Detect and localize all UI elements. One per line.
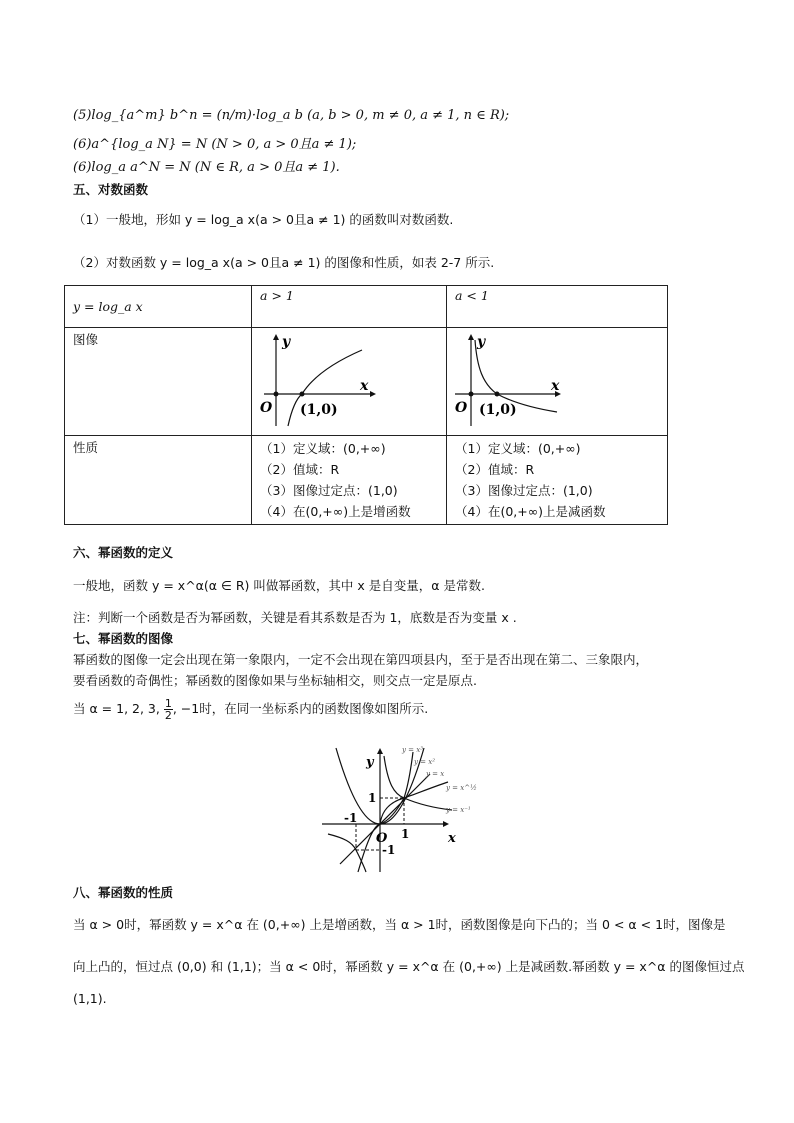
formula-6b [73,159,340,177]
table-header-a-gt-1: a > 1 [252,286,447,328]
table-props-label: 性质 [65,436,252,525]
prop-item: （2）值域：R [455,462,535,477]
point-1-0-dot [495,392,500,397]
graph-cell-increasing [252,328,447,436]
graph-cell-decreasing [447,328,668,436]
formula-5-text: log_{a^m} b^n = (n/m)·log_a b (a, b > 0, m ≠ 0, a ≠ 1, n ∈ R); [91,108,510,123]
origin-label: O [260,400,273,416]
section-7-para-line-2: 要看函数的奇偶性；幂函数的图像如果与坐标轴相交，则交点一定是原点. [73,673,477,688]
label-x: y = x [426,770,445,778]
props-a-lt-1 [447,436,668,525]
formula-6b-text: log_a a^N = N (N ∈ R, a > 0且a ≠ 1). [91,160,340,175]
section-8-line-1: 当 α > 0时，幂函数 y = x^α 在 (0,+∞) 上是增函数，当 α > 1时，函数图像是向下凸的；当 0 < α < 1时，图像是 [73,917,726,932]
section-7-heading: 七、幂函数的图像 [73,631,174,646]
origin-dot [469,392,474,397]
fraction-denominator: 2 [164,709,172,722]
x-axis-arrow [443,821,449,827]
neg-one-y-label: -1 [382,843,396,857]
neg-one-x-label: -1 [344,811,358,825]
table-props-row [65,436,668,525]
section-5-para-2: （2）对数函数 y = log_a x(a > 0且a ≠ 1) 的图像和性质，如表 2-7 所示. [73,255,495,270]
section-6-heading: 六、幂函数的定义 [73,545,174,560]
prop-item: （4）在(0,+∞)上是增函数 [260,504,411,519]
label-x-inverse: y = x⁻¹ [446,806,471,814]
x-axis-arrow [370,391,376,397]
alpha-fraction [164,698,173,721]
y-axis-arrow [468,334,474,340]
one-y-label: 1 [368,791,377,805]
y-axis-arrow [377,748,383,754]
prop-item: （3）图像过定点：(1,0) [455,483,593,498]
origin-dot [274,392,279,397]
table-graph-label: 图像 [65,328,252,436]
table-header-func: y = log_a x [65,286,252,328]
prop-item: （4）在(0,+∞)上是减函数 [455,504,606,519]
section-7-para-line-1: 幂函数的图像一定会出现在第一象限内，一定不会出现在第四项县内，至于是否出现在第二、三象限内， [73,652,649,667]
formula-5 [73,107,509,125]
y-label: y [477,334,486,350]
prop-item: （1）定义域：(0,+∞) [260,441,386,456]
one-x-label: 1 [401,827,410,841]
log-function-table [64,285,668,525]
fraction-numerator: 1 [164,697,172,710]
formula-6b-label: (6) [73,160,92,175]
formula-5-label: (5) [73,108,92,123]
origin-label: O [376,831,388,846]
section-6-para: 一般地，函数 y = x^α(α ∈ R) 叫做幂函数，其中 x 是自变量，α 是常数. [73,578,485,593]
table-header-row [65,286,668,328]
formula-6a-text: a^{log_a N} = N (N > 0, a > 0且a ≠ 1); [91,137,357,152]
section-5-heading: 五、对数函数 [73,182,149,197]
y-axis-arrow [273,334,279,340]
section-5-para-1: （1）一般地，形如 y = log_a x(a > 0且a ≠ 1) 的函数叫对数函数. [73,212,454,227]
x-label: x [551,378,560,394]
section-7-alpha-line [73,697,428,721]
point-1-0-dot [300,392,305,397]
y-label: y [282,334,291,350]
label-x-squared: y = x² [414,758,436,766]
log-graph-decreasing [447,328,667,432]
formula-6a-label: (6) [73,137,92,152]
alpha-prefix: 当 α = 1, 2, 3, [73,701,164,716]
alpha-suffix: , −1时，在同一坐标系内的函数图像如图所示. [172,701,429,716]
section-8-line-2: 向上凸的，恒过点 (0,0) 和 (1,1)；当 α < 0时，幂函数 y = x^α 在 (0,+∞) 上是减函数.幂函数 y = x^α 的图像恒过点 [73,959,745,974]
log-graph-increasing [252,328,442,432]
label-x-cubed: y = x³ [402,746,424,754]
formula-6a [73,136,356,154]
power-functions-figure [318,738,478,874]
section-8-line-3: (1,1). [73,991,107,1006]
label-x-half: y = x^½ [446,784,477,792]
x-axis-label: x [448,831,456,846]
origin-label: O [455,400,468,416]
x-label: x [360,378,369,394]
point-label: (1,0) [479,402,517,418]
prop-item: （3）图像过定点：(1,0) [260,483,398,498]
props-a-gt-1 [252,436,447,525]
table-header-a-lt-1: a < 1 [447,286,668,328]
prop-item: （2）值域：R [260,462,340,477]
point-label: (1,0) [300,402,338,418]
prop-item: （1）定义域：(0,+∞) [455,441,581,456]
section-6-note: 注：判断一个函数是否为幂函数，关键是看其系数是否为 1，底数是否为变量 x . [73,610,517,625]
y-axis-label: y [366,755,374,770]
table-graph-row [65,328,668,436]
section-8-heading: 八、幂函数的性质 [73,885,174,900]
